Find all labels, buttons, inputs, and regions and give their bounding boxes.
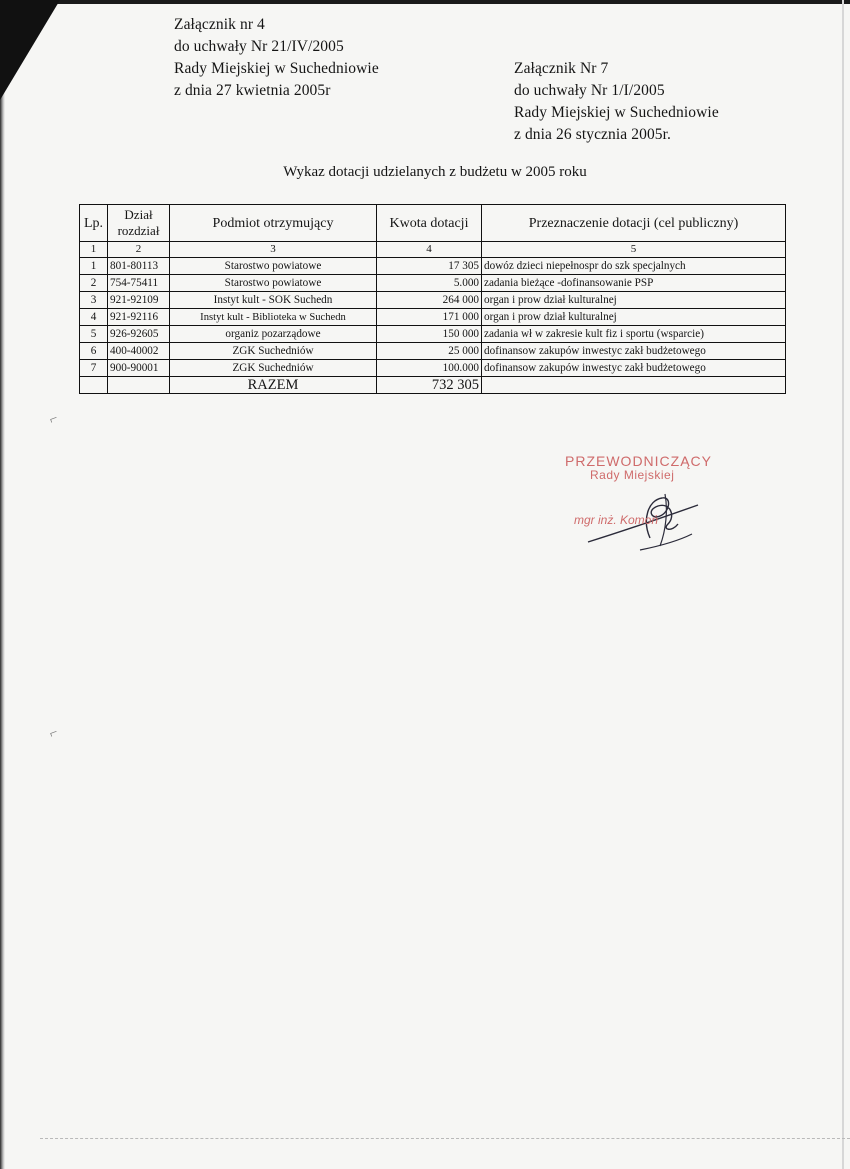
cell-lp: 5	[80, 326, 108, 343]
cell-przeznaczenie: organ i prow dział kulturalnej	[482, 309, 786, 326]
page-top-edge	[0, 0, 850, 4]
total-empty-cell	[108, 377, 170, 394]
total-row	[80, 377, 786, 394]
header-przeznaczenie: Przeznaczenie dotacji (cel publiczny)	[482, 205, 786, 242]
cell-podmiot: Starostwo powiatowe	[170, 275, 377, 292]
header-right-line3: Rady Miejskiej w Suchedniowie	[514, 104, 719, 121]
column-number: 3	[170, 242, 377, 258]
cell-kwota: 264 000	[377, 292, 482, 309]
table-row	[80, 309, 786, 326]
header-lp: Lp.	[80, 205, 108, 242]
column-number: 5	[482, 242, 786, 258]
total-label: RAZEM	[170, 377, 377, 394]
cell-podmiot: Starostwo powiatowe	[170, 258, 377, 275]
header-kwota: Kwota dotacji	[377, 205, 482, 242]
table-header-row	[80, 205, 786, 242]
cell-dzial: 754-75411	[108, 275, 170, 292]
total-empty-cell	[80, 377, 108, 394]
folded-corner	[0, 0, 60, 100]
table-row	[80, 292, 786, 309]
header-left-line3: Rady Miejskiej w Suchedniowie	[174, 60, 379, 77]
cell-dzial: 900-90001	[108, 360, 170, 377]
table-row	[80, 343, 786, 360]
table-row	[80, 275, 786, 292]
cell-podmiot: Instyt kult - Biblioteka w Suchedn	[170, 309, 377, 326]
cell-kwota: 100.000	[377, 360, 482, 377]
column-number: 4	[377, 242, 482, 258]
cell-przeznaczenie: dofinansow zakupów inwestyc zakł budżetowego	[482, 343, 786, 360]
cell-przeznaczenie: dowóz dzieci niepełnospr do szk specjalnych	[482, 258, 786, 275]
cell-lp: 4	[80, 309, 108, 326]
header-left-line2: do uchwały Nr 21/IV/2005	[174, 38, 344, 55]
header-dzial-line2: rozdział	[117, 223, 160, 238]
cell-kwota: 5.000	[377, 275, 482, 292]
column-number-row	[80, 242, 786, 258]
header-podmiot: Podmiot otrzymujący	[170, 205, 377, 242]
scan-tick-mark: ⌐	[47, 411, 61, 428]
stamp-title: PRZEWODNICZĄCY	[565, 453, 712, 469]
header-left-line1: Załącznik nr 4	[174, 16, 265, 33]
cell-dzial: 921-92109	[108, 292, 170, 309]
total-value: 732 305	[377, 377, 482, 394]
scan-tick-mark: ⌐	[47, 725, 61, 742]
cell-przeznaczenie: organ i prow dział kulturalnej	[482, 292, 786, 309]
table-row	[80, 326, 786, 343]
cell-podmiot: ZGK Suchedniów	[170, 343, 377, 360]
header-right-line2: do uchwały Nr 1/I/2005	[514, 82, 665, 99]
table-row	[80, 360, 786, 377]
chairman-stamp	[560, 445, 750, 565]
cell-lp: 2	[80, 275, 108, 292]
cell-kwota: 150 000	[377, 326, 482, 343]
header-dzial	[108, 205, 170, 242]
cell-przeznaczenie: zadania wł w zakresie kult fiz i sportu (wsparcie)	[482, 326, 786, 343]
cell-przeznaczenie: dofinansow zakupów inwestyc zakł budżetowego	[482, 360, 786, 377]
column-number: 1	[80, 242, 108, 258]
attachment-header-left	[174, 14, 379, 102]
attachment-header-right	[514, 58, 719, 146]
column-number: 2	[108, 242, 170, 258]
cell-dzial: 926-92605	[108, 326, 170, 343]
header-right-line1: Załącznik Nr 7	[514, 60, 609, 77]
header-right-line4: z dnia 26 stycznia 2005r.	[514, 126, 672, 143]
table-row	[80, 258, 786, 275]
cell-przeznaczenie: zadania bieżące -dofinansowanie PSP	[482, 275, 786, 292]
cell-kwota: 25 000	[377, 343, 482, 360]
stamp-name: mgr inż. Komoń	[574, 513, 659, 527]
cell-dzial: 801-80113	[108, 258, 170, 275]
cell-lp: 7	[80, 360, 108, 377]
cell-podmiot: organiz pozarządowe	[170, 326, 377, 343]
stamp-subtitle: Rady Miejskiej	[590, 468, 675, 482]
total-empty-cell	[482, 377, 786, 394]
scan-bottom-line	[40, 1138, 850, 1139]
cell-kwota: 17 305	[377, 258, 482, 275]
cell-lp: 3	[80, 292, 108, 309]
cell-kwota: 171 000	[377, 309, 482, 326]
cell-lp: 1	[80, 258, 108, 275]
cell-dzial: 400-40002	[108, 343, 170, 360]
header-left-line4: z dnia 27 kwietnia 2005r	[174, 82, 331, 99]
grants-table	[79, 204, 786, 394]
header-dzial-line1: Dział	[124, 207, 153, 222]
document-title: Wykaz dotacji udzielanych z budżetu w 2005 roku	[283, 164, 587, 180]
cell-lp: 6	[80, 343, 108, 360]
cell-podmiot: ZGK Suchedniów	[170, 360, 377, 377]
cell-dzial: 921-92116	[108, 309, 170, 326]
cell-podmiot: Instyt kult - SOK Suchedn	[170, 292, 377, 309]
